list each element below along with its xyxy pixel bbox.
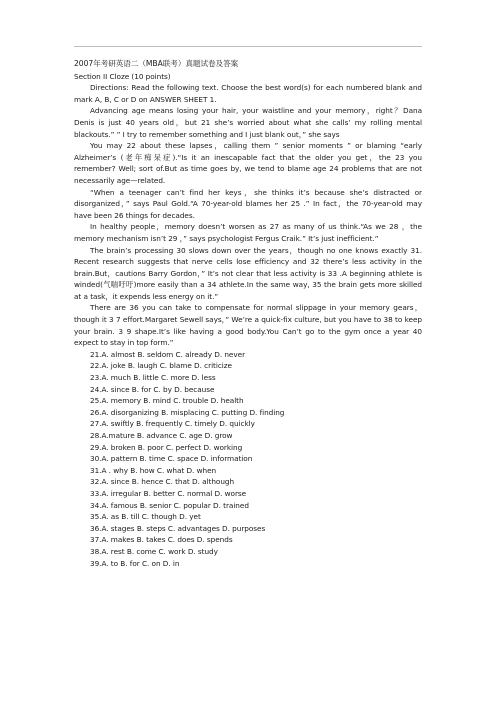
option-line: 29.A. broken B. poor C. perfect D. working [90,442,243,452]
directions-text: Directions: Read the following text. Choose the best word(s) for each numbered blank and mark A, B, C or D on ANSWER SHEET 1. [74,83,422,104]
option-line: 34.A. famous B. senior C. popular D. trained [90,500,249,510]
document-body [74,58,422,569]
option-line: 22.A. joke B. laugh C. blame D. criticize [90,361,232,371]
option-line: 26.A. disorganizing B. misplacing C. putting D. finding [90,407,285,417]
option-line: 27.A. swiftly B. frequently C. timely D. quickly [90,419,255,429]
section-heading: Section II Cloze (10 points) [74,71,171,81]
option-line: 21.A. almost B. seldom C. already D. never [90,349,246,359]
option-line: 32.A. since B. hence C. that D. although [90,477,235,487]
option-line: 31.A . why B. how C. what D. when [90,465,217,475]
option-line: 24.A. since B. for C. by D. because [90,384,215,394]
option-line: 25.A. memory B. mind C. trouble D. health [90,396,244,406]
header-rule [74,46,422,47]
option-line: 30.A. pattern B. time C. space D. information [90,454,253,464]
option-line: 23.A. much B. little C. more D. less [90,373,216,383]
option-line: 37.A. makes B. takes C. does D. spends [90,535,233,545]
paragraph: You may 22 about these lapses，calling them ” senior moments ” or blaming “early Alzheimer’s (老年痴呆症).“Is it an inescapable fact that the older you get，the 23 you remember? Well; sort of.But as time goes by, we tend to blame age 24 problems that are not necessarily age—related. [74,141,422,185]
option-line: 35.A. as B. till C. though D. yet [90,512,201,522]
paragraph: “When a teenager can’t find her keys，she thinks it’s because she’s distracted or disorganized，” says Paul Gold.“A 70-year-old blames her 25 .” In fact，the 70-year-old may have been 26 things for decades. [74,187,422,220]
document-title: 2007年考研英语二（MBA联考）真题试卷及答案 [74,59,239,68]
option-line: 39.A. to B. for C. on D. in [90,558,180,568]
answer-options-list [74,349,422,569]
option-line: 33.A. irregular B. better C. normal D. worse [90,488,247,498]
paragraph: There are 36 you can take to compensate for normal slippage in your memory gears，though it 3 7 effort.Margaret Sewell says，” We’re a quick-fix culture, but you have to 38 to keep your brain. 3 9 shape.It’s like having a good body.You Can’t go to the gym once a year 40 expect to stay in top form.” [74,303,422,348]
paragraph: The brain’s processing 30 slows down over the years，though no one knows exactly 31. Recent research suggests that nerve cells lose efficiency and 32 there’s less activity in the brain.But，cautions Barry Gordon，” It’s not clear that less activity is 33 .A beginning athlete is winded(气喘吁吁)more easily than a 34 athlete.In the same way, 35 the brain gets more skilled at a task，it expends less energy on it.” [74,245,422,301]
option-line: 28.A.mature B. advance C. age D. grow [90,431,233,440]
paragraph: Advancing age means losing your hair, your waistline and your memory，right？Dana Denis is just 40 years old，but 21 she’s worried about what she calls’ my rolling mental blackouts.” ” I try to remember something and I just blank out，” she says [74,106,422,139]
option-line: 38.A. rest B. come C. work D. study [90,546,218,556]
paragraph: In healthy people，memory doesn’t worsen as 27 as many of us think.“As we 28 ，the memory mechanism isn’t 29 ，” says psychologist Fergus Craik.” It’s just inefficient.” [74,222,422,243]
option-line: 36.A. stages B. steps C. advantages D. purposes [90,523,266,533]
